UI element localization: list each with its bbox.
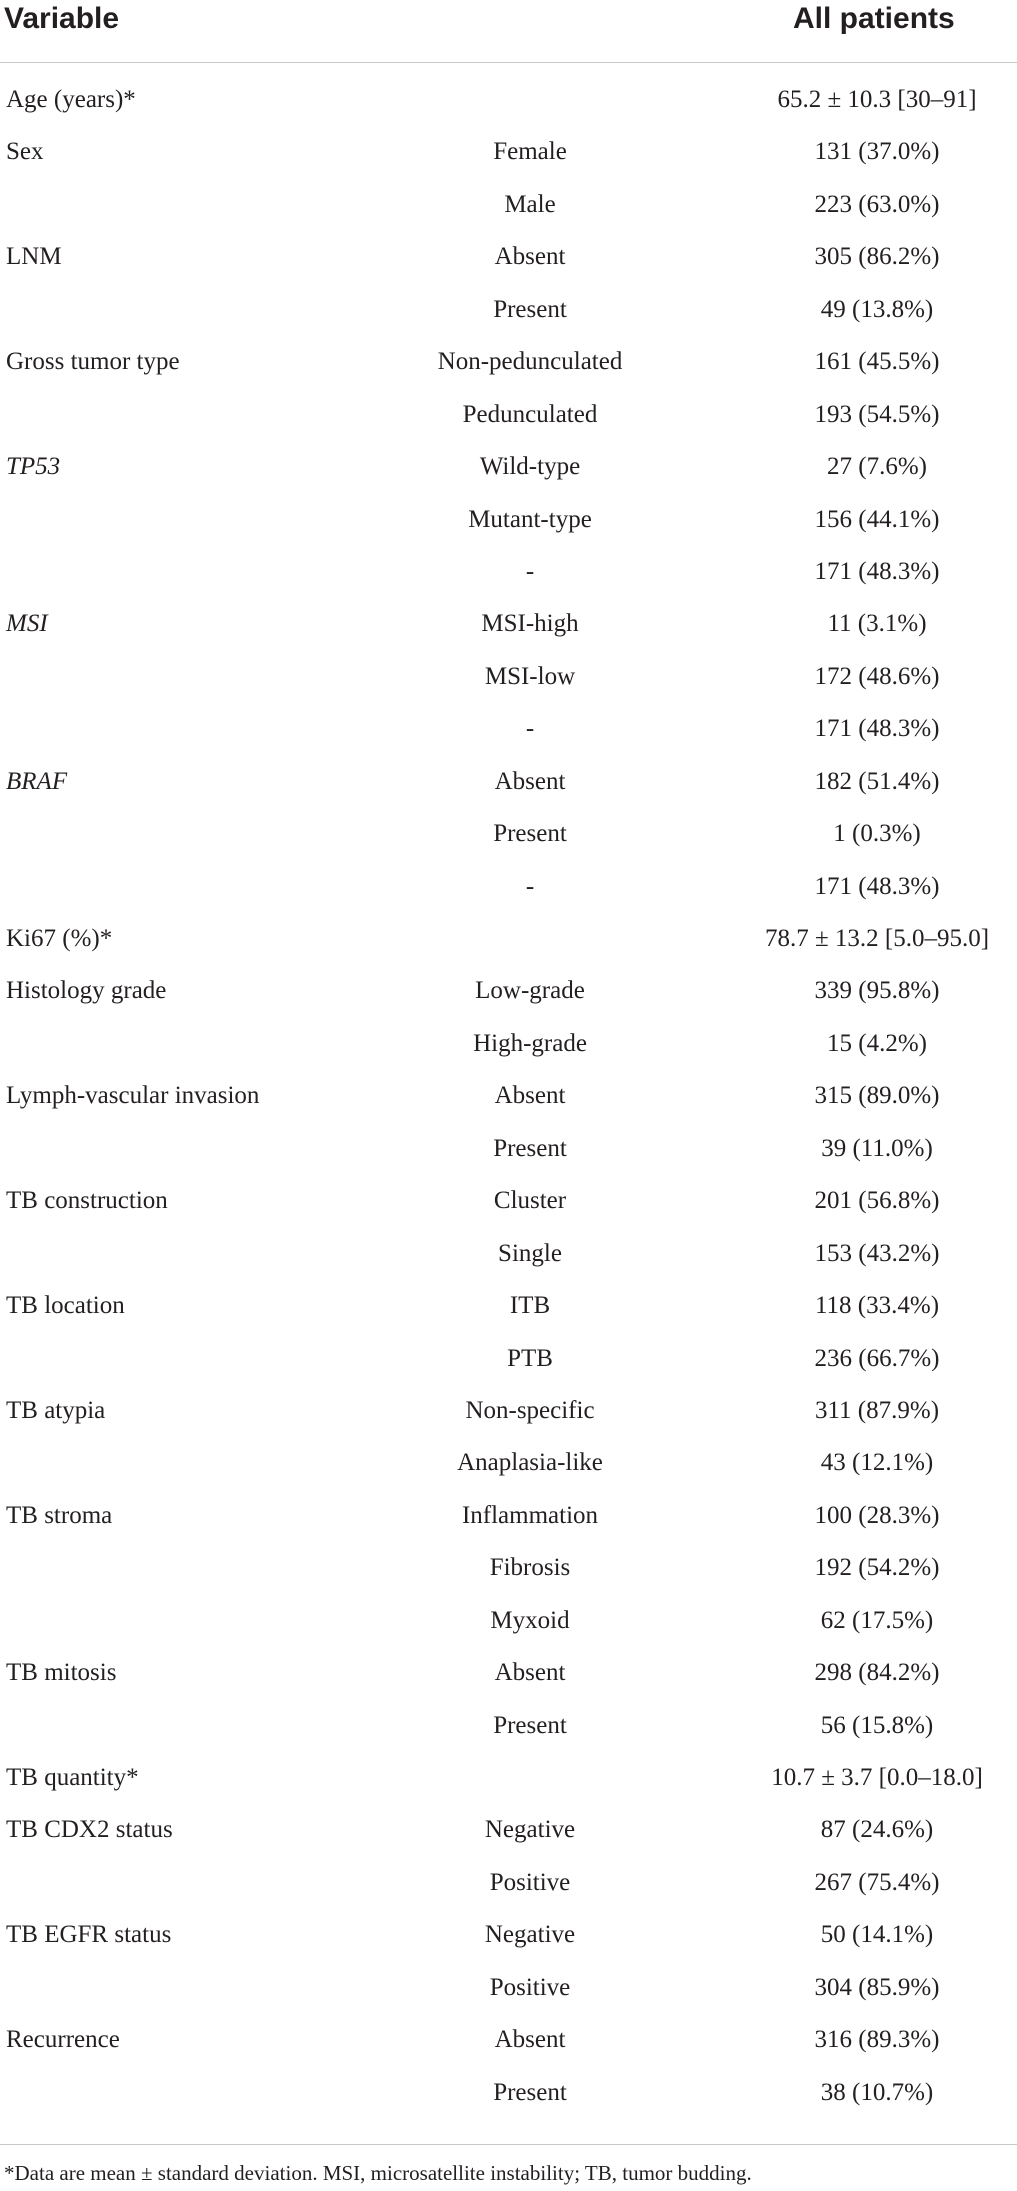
- category-cell: MSI-high: [481, 610, 579, 638]
- category-cell: Negative: [484, 1816, 576, 1844]
- table-row: [0, 1709, 1017, 1761]
- table-row: [0, 503, 1017, 555]
- table-row: [0, 188, 1017, 240]
- value-cell: 131 (37.0%): [814, 138, 940, 166]
- variable-cell: TB atypia: [6, 1396, 106, 1424]
- header-variable: Variable: [4, 2, 120, 35]
- value-cell: 304 (85.9%): [814, 1973, 940, 2001]
- category-cell: -: [525, 715, 535, 743]
- category-cell: Wild-type: [479, 453, 581, 481]
- category-cell: Mutant-type: [468, 505, 592, 533]
- table-row: [0, 712, 1017, 764]
- value-cell: 172 (48.6%): [814, 662, 940, 690]
- category-cell: MSI-low: [484, 662, 576, 690]
- table-row: [0, 2076, 1017, 2128]
- category-cell: Positive: [489, 1868, 571, 1896]
- variable-cell: TB EGFR status: [6, 1921, 172, 1949]
- category-cell: Present: [493, 1134, 567, 1162]
- table-row: [0, 135, 1017, 187]
- variable-cell: TB stroma: [6, 1501, 113, 1529]
- table-row: [0, 1761, 1017, 1813]
- category-cell: Anaplasia-like: [457, 1449, 603, 1477]
- category-cell: Non-specific: [465, 1396, 595, 1424]
- category-cell: Pedunculated: [462, 400, 598, 428]
- category-cell: Absent: [494, 243, 566, 271]
- value-cell: 56 (15.8%): [820, 1711, 934, 1739]
- value-cell: 100 (28.3%): [814, 1501, 940, 1529]
- table-header: [0, 0, 1017, 63]
- table-row: [0, 2023, 1017, 2075]
- table-row: [0, 870, 1017, 922]
- variable-cell: Recurrence: [6, 2026, 120, 2054]
- table-row: [0, 1446, 1017, 1498]
- category-cell: Inflammation: [461, 1501, 599, 1529]
- value-cell: 171 (48.3%): [814, 872, 940, 900]
- category-cell: Non-pedunculated: [437, 348, 623, 376]
- table-row: [0, 1289, 1017, 1341]
- table-row: [0, 555, 1017, 607]
- table-row: [0, 1237, 1017, 1289]
- value-cell: 315 (89.0%): [814, 1082, 940, 1110]
- variable-cell: TB construction: [6, 1187, 168, 1215]
- category-cell: Negative: [484, 1921, 576, 1949]
- variable-cell: Age (years)*: [6, 86, 136, 113]
- variable-cell: Histology grade: [6, 977, 167, 1005]
- table-row: [0, 1918, 1017, 1970]
- category-cell: Female: [493, 138, 567, 166]
- table-row: [0, 240, 1017, 292]
- table-body: [0, 63, 1017, 2128]
- variable-cell: BRAF: [6, 767, 68, 795]
- value-cell: 171 (48.3%): [814, 715, 940, 743]
- value-cell: 38 (10.7%): [820, 2078, 934, 2106]
- table-row: [0, 1184, 1017, 1236]
- value-cell: 39 (11.0%): [821, 1134, 933, 1162]
- table-row: [0, 450, 1017, 502]
- category-cell: ITB: [509, 1292, 551, 1320]
- value-cell: 339 (95.8%): [814, 977, 940, 1005]
- value-cell: 316 (89.3%): [814, 2026, 940, 2054]
- category-cell: PTB: [507, 1344, 553, 1372]
- value-cell: 65.2 ± 10.3 [30–91]: [777, 86, 977, 113]
- value-cell: 201 (56.8%): [814, 1187, 940, 1215]
- category-cell: -: [525, 872, 535, 900]
- value-cell: 153 (43.2%): [814, 1239, 940, 1267]
- table-row: [0, 398, 1017, 450]
- category-cell: Absent: [494, 1082, 566, 1110]
- category-cell: Present: [493, 295, 567, 323]
- value-cell: 193 (54.5%): [814, 400, 940, 428]
- value-cell: 15 (4.2%): [827, 1029, 927, 1057]
- table-row: [0, 922, 1017, 974]
- value-cell: 171 (48.3%): [814, 557, 940, 585]
- table-row: [0, 1027, 1017, 1079]
- value-cell: 236 (66.7%): [814, 1344, 940, 1372]
- category-cell: Low-grade: [475, 977, 585, 1005]
- category-cell: Male: [504, 190, 556, 218]
- variable-cell: TB quantity*: [6, 1764, 139, 1791]
- category-cell: Present: [493, 820, 567, 848]
- value-cell: 298 (84.2%): [814, 1659, 940, 1687]
- category-cell: Present: [493, 1711, 567, 1739]
- table-row: [0, 1604, 1017, 1656]
- category-cell: Absent: [494, 2026, 566, 2054]
- variable-cell: TB mitosis: [6, 1659, 117, 1687]
- table-row: [0, 293, 1017, 345]
- category-cell: High-grade: [473, 1029, 587, 1057]
- value-cell: 161 (45.5%): [814, 348, 940, 376]
- table-row: [0, 83, 1017, 135]
- table-row: [0, 817, 1017, 869]
- table-footnote: *Data are mean ± standard deviation. MSI, microsatellite instability; TB, tumor budding.: [4, 2161, 752, 2185]
- variable-cell: TP53: [6, 453, 61, 481]
- variable-cell: TB CDX2 status: [6, 1816, 173, 1844]
- value-cell: 192 (54.2%): [814, 1554, 940, 1582]
- value-cell: 11 (3.1%): [827, 610, 927, 638]
- table-row: [0, 1499, 1017, 1551]
- table-row: [0, 1551, 1017, 1603]
- table-row: [0, 974, 1017, 1026]
- footer-divider: [0, 2144, 1017, 2145]
- value-cell: 182 (51.4%): [814, 767, 940, 795]
- value-cell: 311 (87.9%): [814, 1396, 940, 1424]
- variable-cell: Lymph-vascular invasion: [6, 1082, 260, 1110]
- value-cell: 223 (63.0%): [814, 190, 940, 218]
- category-cell: Present: [493, 2078, 567, 2106]
- table-row: [0, 1132, 1017, 1184]
- variable-cell: MSI: [6, 610, 48, 638]
- table-row: [0, 765, 1017, 817]
- variable-cell: Sex: [6, 138, 44, 166]
- variable-cell: Gross tumor type: [6, 348, 180, 376]
- header-all-patients: All patients: [793, 2, 955, 35]
- table-row: [0, 607, 1017, 659]
- category-cell: Cluster: [493, 1187, 567, 1215]
- value-cell: 49 (13.8%): [820, 295, 934, 323]
- variable-cell: TB location: [6, 1292, 125, 1320]
- value-cell: 267 (75.4%): [814, 1868, 940, 1896]
- table-row: [0, 660, 1017, 712]
- value-cell: 43 (12.1%): [820, 1449, 934, 1477]
- value-cell: 87 (24.6%): [820, 1816, 934, 1844]
- category-cell: Positive: [489, 1973, 571, 2001]
- variable-cell: Ki67 (%)*: [6, 925, 113, 952]
- category-cell: Fibrosis: [489, 1554, 571, 1582]
- category-cell: -: [525, 557, 535, 585]
- value-cell: 156 (44.1%): [814, 505, 940, 533]
- value-cell: 118 (33.4%): [814, 1292, 940, 1320]
- category-cell: Myxoid: [490, 1606, 570, 1634]
- value-cell: 1 (0.3%): [833, 820, 921, 848]
- value-cell: 50 (14.1%): [820, 1921, 934, 1949]
- value-cell: 305 (86.2%): [814, 243, 940, 271]
- table-row: [0, 1813, 1017, 1865]
- table-row: [0, 1866, 1017, 1918]
- table-row: [0, 1656, 1017, 1708]
- table-row: [0, 1971, 1017, 2023]
- variable-cell: LNM: [6, 243, 62, 271]
- table-row: [0, 1342, 1017, 1394]
- value-cell: 27 (7.6%): [827, 453, 927, 481]
- table-row: [0, 1079, 1017, 1131]
- value-cell: 78.7 ± 13.2 [5.0–95.0]: [764, 925, 990, 952]
- category-cell: Absent: [494, 767, 566, 795]
- value-cell: 10.7 ± 3.7 [0.0–18.0]: [771, 1764, 983, 1791]
- category-cell: Single: [498, 1239, 562, 1267]
- category-cell: Absent: [494, 1659, 566, 1687]
- table-row: [0, 345, 1017, 397]
- table-row: [0, 1394, 1017, 1446]
- value-cell: 62 (17.5%): [820, 1606, 934, 1634]
